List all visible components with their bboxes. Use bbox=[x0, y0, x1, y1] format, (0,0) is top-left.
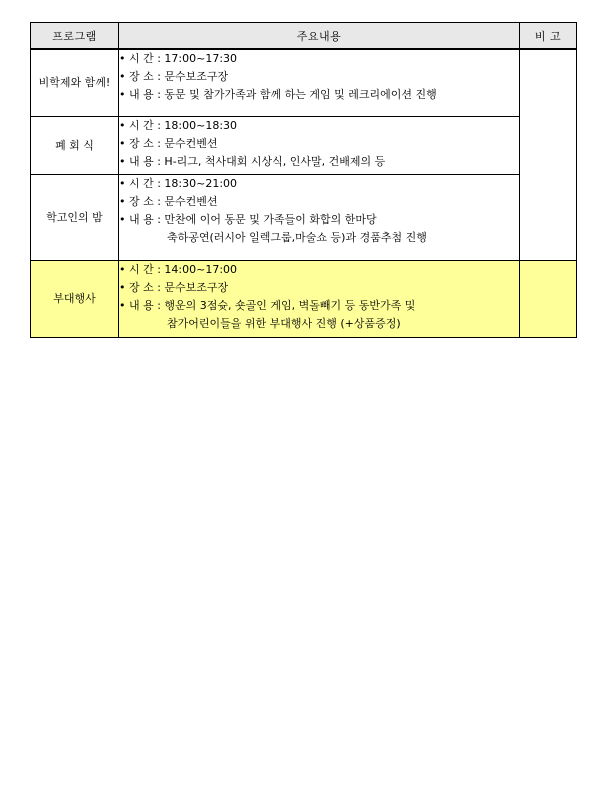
program-name: 폐 회 식 bbox=[31, 117, 119, 175]
header-note: 비 고 bbox=[520, 23, 577, 50]
detail-content: • 내 용 : 만찬에 이어 동문 및 가족들이 화합의 한마당 bbox=[119, 213, 377, 226]
table-row bbox=[31, 175, 577, 261]
table-header-row bbox=[31, 23, 577, 50]
header-program: 프로그램 bbox=[31, 23, 119, 50]
detail-content-continued: 참가어린이들을 위한 부대행사 진행 (+상품증정) bbox=[167, 317, 401, 330]
program-details bbox=[119, 261, 520, 338]
table-row-highlighted bbox=[31, 261, 577, 338]
program-details bbox=[119, 117, 520, 175]
detail-time: • 시 간 : 17:00~17:30 bbox=[119, 52, 238, 65]
note-cell bbox=[520, 261, 577, 338]
table-row bbox=[31, 49, 577, 117]
detail-place: • 장 소 : 문수보조구장 bbox=[119, 281, 229, 294]
detail-place: • 장 소 : 문수컨벤션 bbox=[119, 195, 218, 208]
event-schedule-table bbox=[30, 22, 577, 338]
note-cell bbox=[520, 49, 577, 261]
detail-time: • 시 간 : 18:30~21:00 bbox=[119, 177, 238, 190]
detail-place: • 장 소 : 문수컨벤션 bbox=[119, 137, 218, 150]
detail-content-continued: 축하공연(러시아 일렉그룹,마술쇼 등)과 경품추첨 진행 bbox=[167, 231, 427, 244]
header-content: 주요내용 bbox=[119, 23, 520, 50]
program-name: 비학제와 함께! bbox=[31, 49, 119, 117]
table-row bbox=[31, 117, 577, 175]
detail-time: • 시 간 : 14:00~17:00 bbox=[119, 263, 238, 276]
detail-place: • 장 소 : 문수보조구장 bbox=[119, 70, 229, 83]
detail-content: • 내 용 : 행운의 3점슛, 숏골인 게임, 벽돌빼기 등 동반가족 및 bbox=[119, 299, 416, 312]
program-name: 학고인의 밤 bbox=[31, 175, 119, 261]
program-details bbox=[119, 175, 520, 261]
detail-content: • 내 용 : 동문 및 참가가족과 함께 하는 게임 및 레크리에이션 진행 bbox=[119, 88, 437, 101]
program-details bbox=[119, 49, 520, 117]
program-name: 부대행사 bbox=[31, 261, 119, 338]
detail-time: • 시 간 : 18:00~18:30 bbox=[119, 119, 238, 132]
detail-content: • 내 용 : H-리그, 척사대회 시상식, 인사말, 건배제의 등 bbox=[119, 155, 386, 168]
